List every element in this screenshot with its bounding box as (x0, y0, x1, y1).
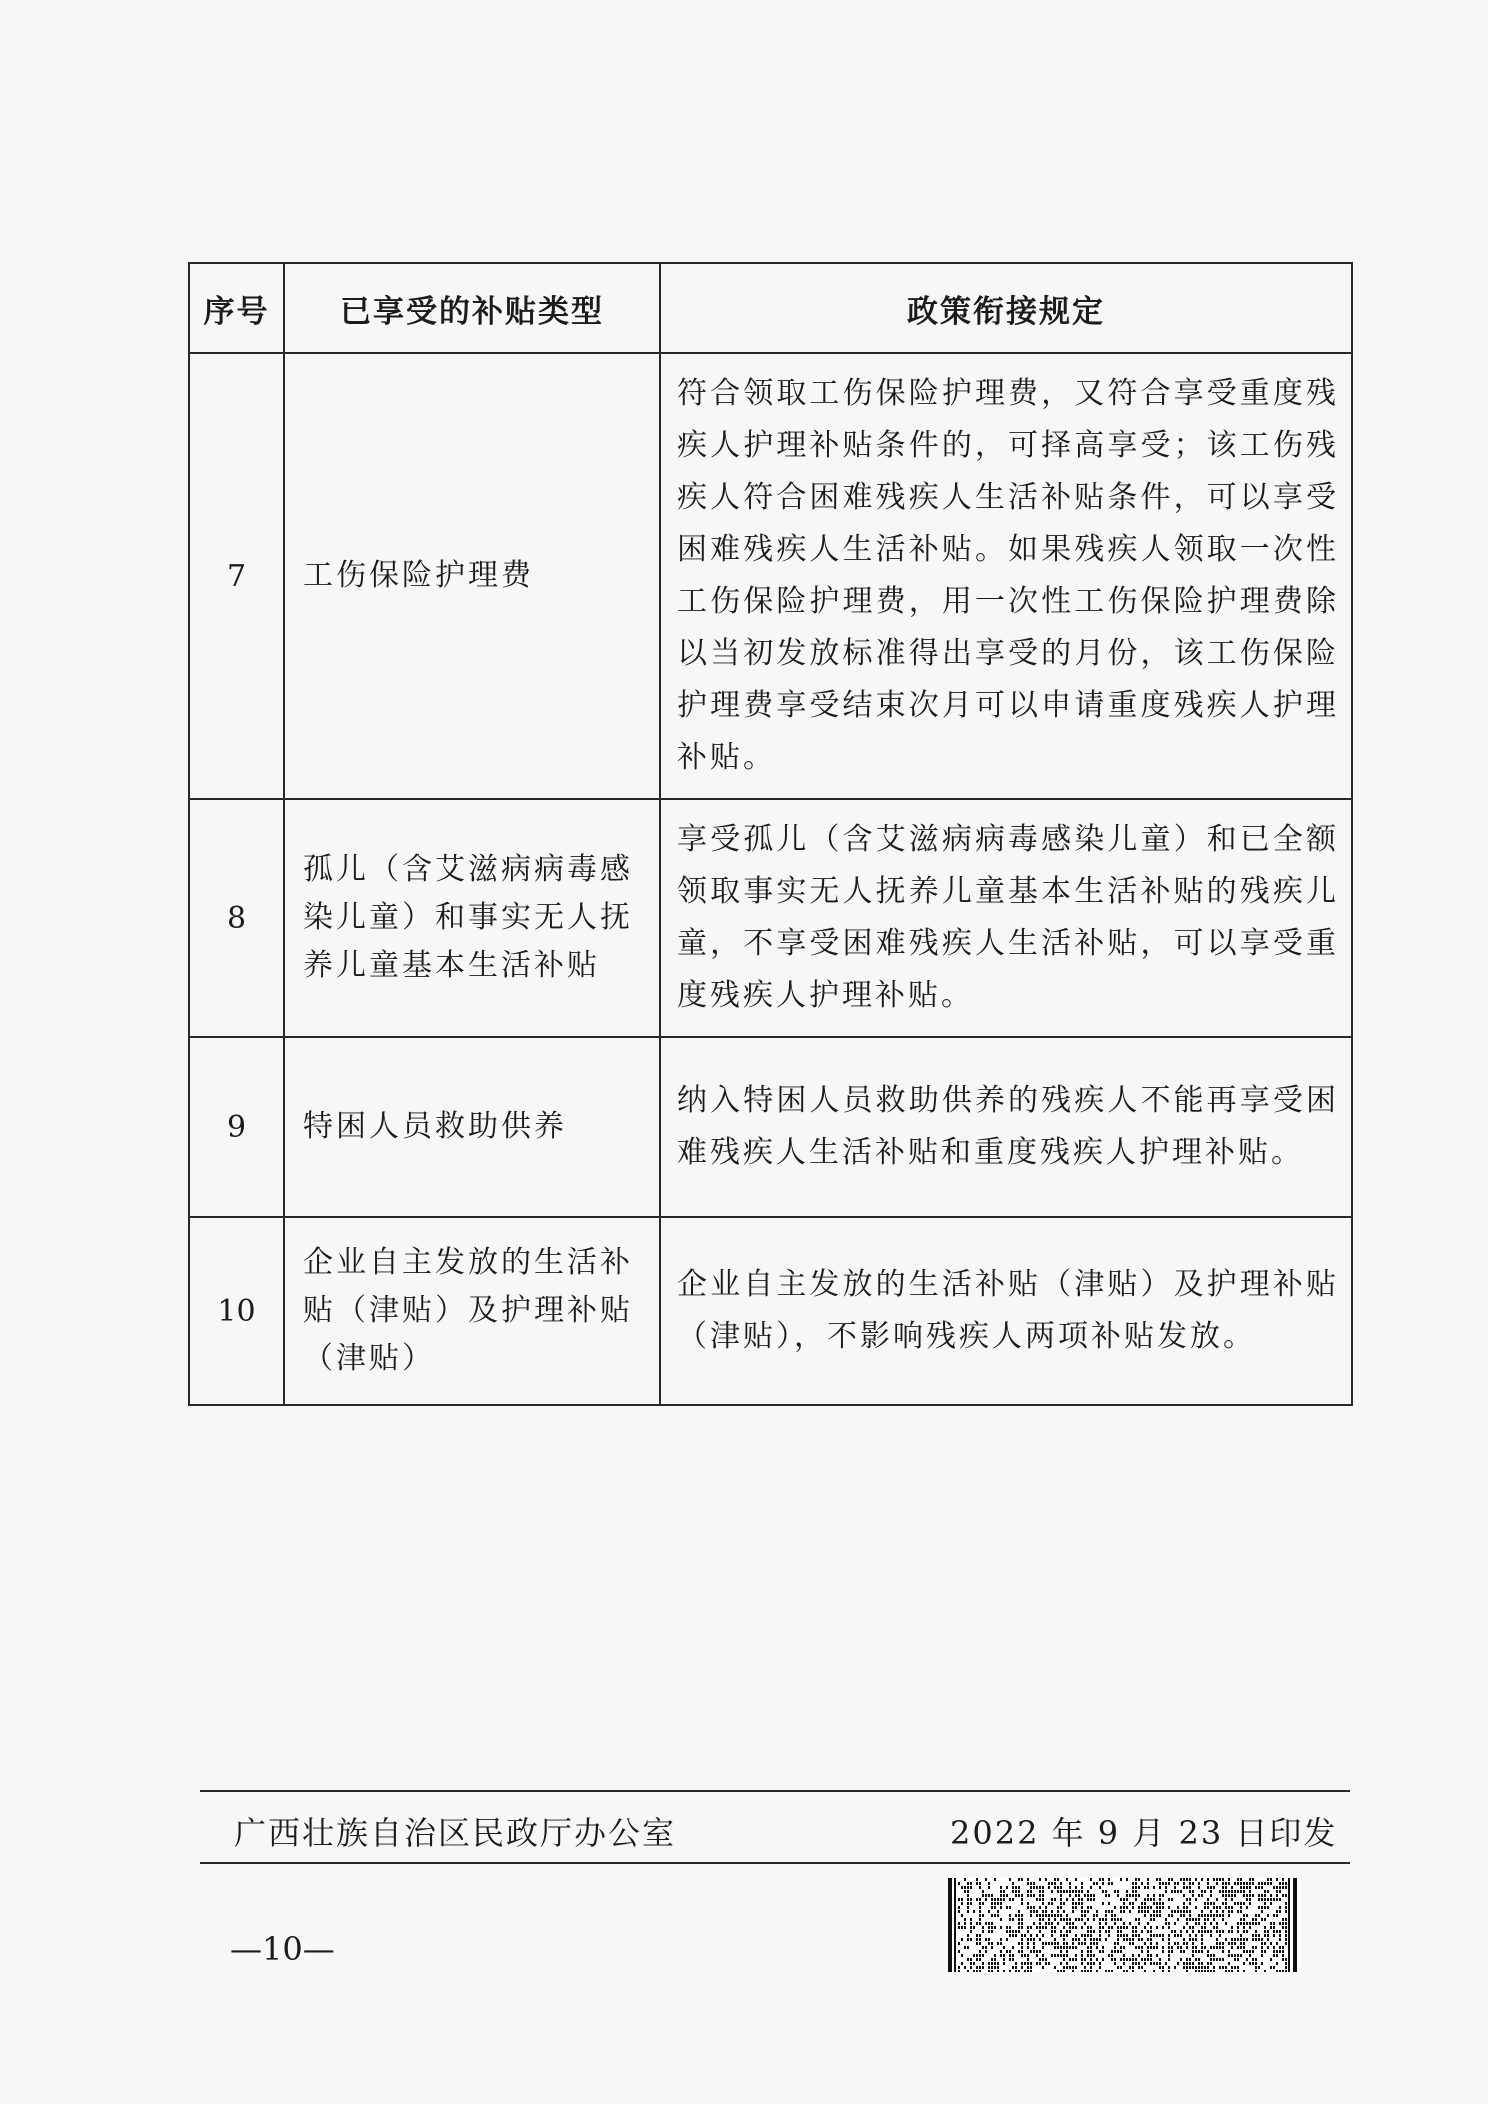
row-no: 9 (189, 1037, 284, 1217)
header-policy-rule: 政策衔接规定 (660, 263, 1352, 353)
row-subsidy-type: 特困人员救助供养 (284, 1037, 660, 1217)
page-number: —10— (230, 1930, 335, 1968)
footer-bottom-rule (200, 1862, 1350, 1864)
header-subsidy-type: 已享受的补贴类型 (284, 263, 660, 353)
barcode-icon (948, 1878, 1301, 1972)
footer-issue-date: 2022 年 9 月 23 日印发 (950, 1814, 1338, 1852)
row-subsidy-type: 企业自主发放的生活补贴（津贴）及护理补贴（津贴） (284, 1217, 660, 1405)
row-subsidy-type: 工伤保险护理费 (284, 353, 660, 799)
header-no: 序号 (189, 263, 284, 353)
row-no: 8 (189, 799, 284, 1037)
row-policy-rule: 企业自主发放的生活补贴（津贴）及护理补贴（津贴），不影响残疾人两项补贴发放。 (660, 1217, 1352, 1405)
policy-table (188, 262, 1353, 1406)
row-no: 10 (189, 1217, 284, 1405)
row-no: 7 (189, 353, 284, 799)
footer-top-rule (200, 1790, 1350, 1792)
table-row (189, 1037, 1352, 1217)
table-row (189, 1217, 1352, 1405)
row-policy-rule: 享受孤儿（含艾滋病病毒感染儿童）和已全额领取事实无人抚养儿童基本生活补贴的残疾儿童，不享受困难残疾人生活补贴，可以享受重度残疾人护理补贴。 (660, 799, 1352, 1037)
table-row (189, 799, 1352, 1037)
row-policy-rule: 符合领取工伤保险护理费，又符合享受重度残疾人护理补贴条件的，可择高享受；该工伤残疾人符合困难残疾人生活补贴条件，可以享受困难残疾人生活补贴。如果残疾人领取一次性工伤保险护理费，用一次性工伤保险护理费除以当初发放标准得出享受的月份，该工伤保险护理费享受结束次月可以申请重度残疾人护理补贴。 (660, 353, 1352, 799)
row-subsidy-type: 孤儿（含艾滋病病毒感染儿童）和事实无人抚养儿童基本生活补贴 (284, 799, 660, 1037)
footer-issuer: 广西壮族自治区民政厅办公室 (234, 1814, 677, 1852)
table-row (189, 353, 1352, 799)
row-policy-rule: 纳入特困人员救助供养的残疾人不能再享受困难残疾人生活补贴和重度残疾人护理补贴。 (660, 1037, 1352, 1217)
table-header-row (189, 263, 1352, 353)
